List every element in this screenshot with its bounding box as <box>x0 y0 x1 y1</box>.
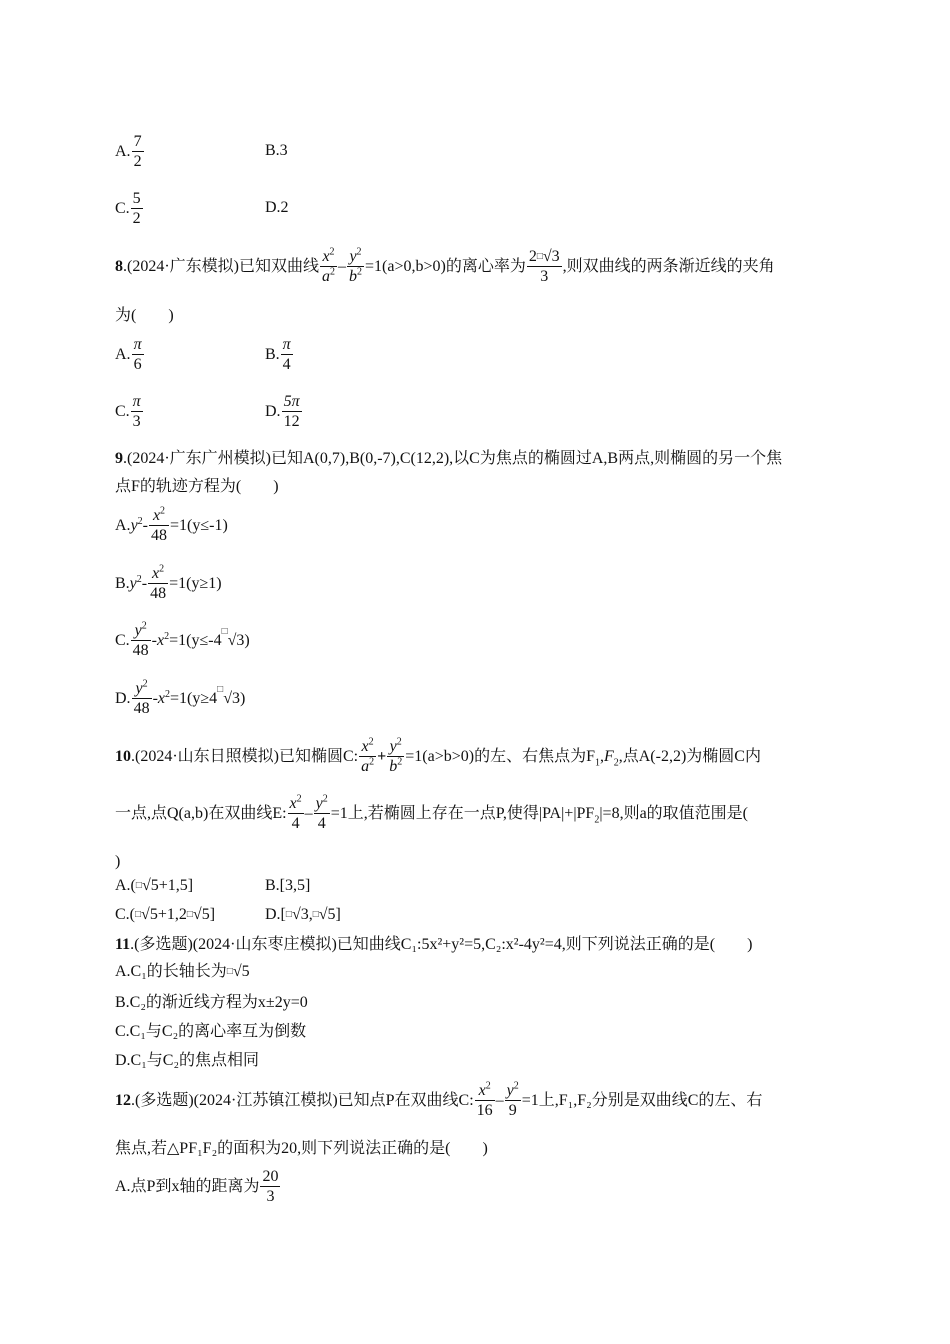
q8-option-c[interactable]: C. $\frac{\pi}{3}$ <box>115 393 141 430</box>
q9-stem-line2: 点F的轨迹方程为( ) <box>115 478 279 495</box>
q10-stem-line2: 一点,点Q(a,b)在双曲线E: $\frac{x^2}{4}$ – $\frac{y^2}{4}$ =1上,若椭圆上存在一点P,使得$|PA|+|PF_2|=8$,则a的取值范围是( <box>115 793 749 832</box>
q12-option-a[interactable]: A.点P到x轴的距离为 $\frac{20}{3}$ <box>115 1168 279 1205</box>
q9-option-b[interactable]: $B.y^2-$ $\frac{x^2}{48}$ =1(y≥1) <box>115 563 222 602</box>
q12-stem-line2: 焦点,若△PF₁F₂的面积为20,则下列说法正确的是( ) <box>115 1140 488 1157</box>
q11-stem: 11.(多选题)(2024·山东枣庄模拟)已知曲线C₁:5x²+y²=5,C₂:x²-4y²=4,则下列说法正确的是( ) <box>115 936 753 953</box>
q11-option-b[interactable]: B.C₂的渐近线方程为x±2y=0 <box>115 994 308 1011</box>
q8-stem: 8.(2024·广东模拟)已知双曲线 $\frac{x^2}{a^2}$ – $\frac{y^2}{b^2}$ =1(a>0,b>0)的离心率为 $\frac{2□√3}{3}$ ,则双曲线的两条渐近线的夹角 <box>115 246 775 285</box>
q10-stem-line3: ) <box>115 853 121 870</box>
q7-option-d[interactable]: D.2 <box>265 199 289 216</box>
q9-option-d[interactable]: D. $\frac{y^2}{48}$ $-x^2=1(y\ge 4□√3)$ <box>115 678 246 717</box>
q7-option-a[interactable]: A. $\frac{7}{2}$ <box>115 133 142 170</box>
q8-option-b[interactable]: B. $\frac{\pi}{4}$ <box>265 336 291 373</box>
q9-stem: 9.(2024·广东广州模拟)已知A(0,7),B(0,-7),C(12,2),以C为焦点的椭圆过A,B两点,则椭圆的另一个焦 <box>115 450 783 467</box>
q10-option-b[interactable]: B.[3,5] <box>265 877 311 894</box>
q8-option-a[interactable]: A. $\frac{\pi}{6}$ <box>115 336 142 373</box>
q8-option-d[interactable]: D. $\frac{5\pi}{12}$ <box>265 393 300 430</box>
q11-option-c[interactable]: C.C₁与C₂的离心率互为倒数 <box>115 1023 307 1040</box>
q11-option-d[interactable]: D.C₁与C₂的焦点相同 <box>115 1052 260 1069</box>
q10-stem: 10.(2024·山东日照模拟)已知椭圆C: $\frac{x^2}{a^2}$ + $\frac{y^2}{b^2}$ =1(a>b>0)的左、右焦点为$F_1,F_2$,点A(-2,2)为椭圆C内 <box>115 736 761 775</box>
q12-stem: 12.(多选题)(2024·江苏镇江模拟)已知点P在双曲线C: $\frac{x^2}{16}$ – $\frac{y^2}{9}$ =1上,F₁,F₂分别是双曲线C的左、右 <box>115 1080 763 1119</box>
q9-option-a[interactable]: $A.y^2-$ $\frac{x^2}{48}$ =1(y≤-1) <box>115 505 228 544</box>
q7-option-b[interactable]: B.3 <box>265 142 288 159</box>
q8-stem-line2: 为( ) <box>115 307 174 324</box>
q9-option-c[interactable]: C. $\frac{y^2}{48}$ $-x^2=1(y\le-4□√3)$ <box>115 620 250 659</box>
q10-option-c[interactable]: C.(□√5+1,2□√5] <box>115 906 216 923</box>
fraction: $\frac{5}{2}$ <box>132 190 141 227</box>
q10-option-a[interactable]: A.(□√5+1,5] <box>115 877 194 894</box>
q11-option-a[interactable]: A.C₁的长轴长为□√5 <box>115 963 250 980</box>
q7-option-c[interactable]: C. $\frac{5}{2}$ <box>115 190 141 227</box>
fraction: $\frac{7}{2}$ <box>133 133 142 170</box>
q10-option-d[interactable]: D.[□√3,□√5] <box>265 906 341 923</box>
